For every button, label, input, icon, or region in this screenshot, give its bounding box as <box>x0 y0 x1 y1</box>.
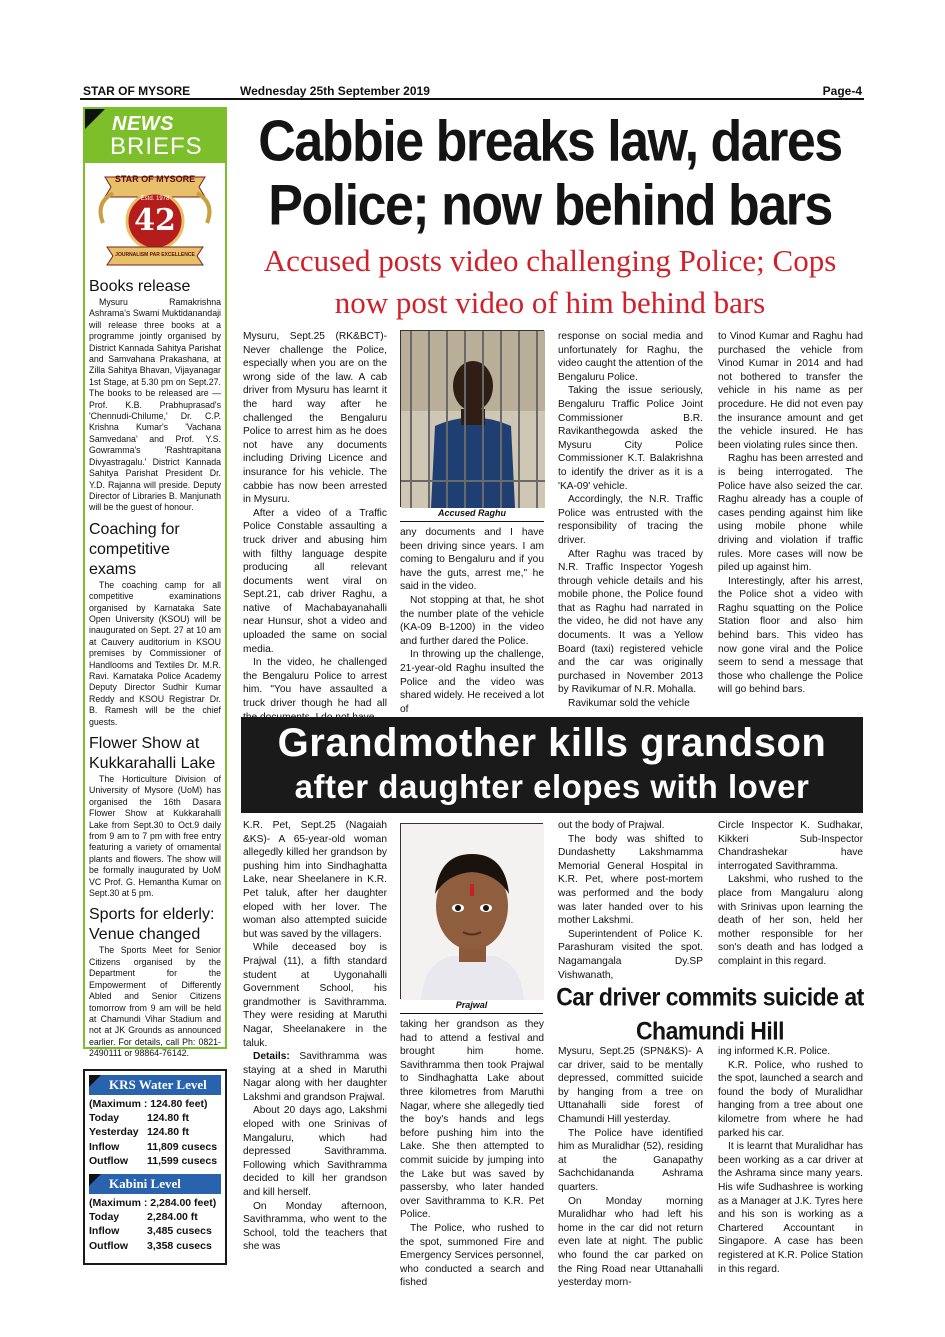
wl-label: Outflow <box>89 1154 129 1167</box>
logo-number: 42 <box>134 203 176 238</box>
paragraph: Taking the issue seriously, Bengaluru Traffic Police Joint Commissioner B.R. Ravikanthegowda asked the Mysuru City Police Commissioner K.T. Balakrishna to identify the driver as it is a 'KA-09' vehicle. <box>558 385 703 492</box>
wl-value: 124.80 ft <box>147 1126 190 1139</box>
brief-title: Books release <box>89 278 191 295</box>
wl-row <box>89 1239 221 1253</box>
brief-body: The coaching camp for all competitive examinations organised by Karnataka Sate Open University (KSOU) will be inaugurated on Sept. 27 at 10 am at Cauvery auditorium in KSOU premises by Commissioner of Handlooms and Textiles Dr. M.R. Ravi. Karnataka Police Academy Deputy Director Sudhir Kumar Reddy and KSOU Registrar Dr. B. Ramesh will be the chief guests. <box>89 579 221 727</box>
paragraph: About 20 days ago, Lakshmi eloped with one Srinivas of Mangaluru, which had depressed Savithramma. Following which Savithramma decided to kill her grandson and kill herself. <box>243 1105 387 1199</box>
story2-column-1 <box>243 819 387 1271</box>
paragraph: Not stopping at that, he shot the number plate of the vehicle (KA-09 B-1200) in the video and further dared the Police. <box>400 594 544 647</box>
brief-body: Mysuru Ramakrishna Ashrama's Swami Muktidanandaji will release three books at a programme jointly organised by District Kannada Sahitya Parishat and Samvahana Prakashana, at Zilla Sahitya Bhavan, Vijayanagar 1st Stage, at 5.30 pm on Sept.27. The books to be released are — Prof. K.B. Prabhuprasad's 'Chennudi-Chilume,' Dr. C.P. Krishna Kumar's 'Vachana Samvedana' and Prof. Y.S. Gowramma's 'Rashtrapitana Divyastragalu.' District Kannada Sahitya Parishat President Dr. Y.D. Rajanna will preside. Deputy Director of Libraries B. Manjunath will be the guest of honour. <box>89 297 221 513</box>
wl-value: 3,358 cusecs <box>147 1239 212 1252</box>
anniversary-logo <box>85 163 225 275</box>
wl-label: Inflow <box>89 1140 120 1153</box>
paragraph: Raghu has been arrested and is being interrogated. The Police have also seized the car. Raghu already has a couple of cases pending against him like using mobile phone while driving and violation if traffic rules. More cases will now be piled up against him. <box>718 453 863 574</box>
wl-row <box>89 1154 221 1168</box>
story1-column-2 <box>400 526 544 715</box>
paragraph <box>243 1050 387 1104</box>
news-briefs-title-line1: NEWS <box>112 113 174 135</box>
brief-title: Coaching for competitive exams <box>89 520 180 578</box>
paragraph: While deceased boy is Prajwal (11), a fifth standard student at Uygonahalli Government School, his grandmother is Savithramma. They were residing at Maruthi Nagar, Sheelanakere in the taluk. <box>243 942 387 1049</box>
story2-column-4 <box>718 819 863 979</box>
wl-value: 2,284.00 ft <box>147 1211 198 1224</box>
story1-column-3 <box>558 330 703 708</box>
paragraph: In throwing up the challenge, 21-year-old Raghu insulted the Police and the video was shared widely. He received a lot of <box>400 649 544 715</box>
paragraph: K.R. Pet, Sept.25 (Nagaiah &KS)- A 65-year-old woman allegedly killed her grandson by pushing him into Sindhaghatta Lake, near Sheelanere in K.R. Pet taluk, after her daughter eloped with her lover. The woman also attempted suicide but was saved by the villagers. <box>243 820 387 940</box>
person-behind-bars-graphic <box>401 331 545 508</box>
krs-water-level-header <box>89 1075 221 1095</box>
paragraph: Mysuru, Sept.25 (RK&BCT)- Never challenge the Police, especially when you are on the wrong side of the law. A cab driver from Mysuru has learnt it the hard way after he challenged the Bengaluru Police to arrest him as he does not have any documents including Driving Licence and insurance for his vehicle. The cabbie has now been arrested in Mysuru. <box>243 331 387 506</box>
paragraph: response on social media and unfortunately for Raghu, the video caught the attention of the Bengaluru Police. <box>558 331 703 383</box>
wl-label: Today <box>89 1112 120 1124</box>
corner-decoration <box>85 109 105 129</box>
paragraph: K.R. Police, who rushed to the spot, launched a search and found the body of Muralidhar hanging from a tree about one kilometre from where he had parked his car. <box>718 1059 863 1139</box>
story1-column-4 <box>718 330 863 708</box>
story1-headline: Cabbie breaks law, dares Police; now behind bars <box>258 110 842 238</box>
paragraph: The Police, who rushed to the spot, summoned Fire and Emergency Services personnel, who conducted a search and fished <box>400 1222 544 1289</box>
paragraph: Ravikumar sold the vehicle <box>568 698 690 710</box>
photo-caption: Accused Raghu <box>400 508 544 522</box>
logo-banner-text: STAR OF MYSORE <box>114 174 196 184</box>
kabini-title: Kabini Level <box>109 1176 181 1192</box>
accused-raghu-photo <box>400 330 544 507</box>
paragraph: In the video, he challenged the Bengaluru Police to arrest him. "You have assaulted a truck driver though he had all <box>243 657 387 710</box>
paragraph: Accordingly, the N.R. Traffic Police was entrusted with the responsibility of tracing the driver. <box>558 494 703 546</box>
story2-headline-box <box>241 717 863 813</box>
story3-column-2 <box>718 1045 863 1275</box>
page-number: Page-4 <box>822 84 862 98</box>
paragraph: Mysuru, Sept.25 (SPN&KS)- A car driver, said to be mentally depressed, committed suicide by hanging from a tree on Uttanahalli side forest of Chamundi Hill yesterday. <box>558 1046 703 1125</box>
paragraph: It is learnt that Muralidhar has been working as a car driver at the Ashrama since many years. His wife Sudhashree is working as a Manager at J.K. Tyres here and his son is working as a Chartered Accountant in Singapore. A case has been registered at K.R. Police Station in this regard. <box>718 1141 863 1275</box>
kabini-maximum: (Maximum : 2,284.00 feet) <box>89 1197 217 1210</box>
photo-caption: Prajwal <box>400 1000 543 1014</box>
story2-headline-line2: after daughter elopes with lover <box>294 768 810 805</box>
wl-label: Today <box>89 1211 120 1224</box>
paragraph: After Raghu was traced by N.R. Traffic Inspector Yogesh through vehicle details and his mobile phone, the Police found that as Raghu had narrated in the video, he did not have any documents. It was a Yellow Board (taxi) registered vehicle and the car was originally purchased in November 2013 by Ravikumar of N.R. Mohalla. <box>558 548 703 696</box>
paragraph: The Police have identified him as Muralidhar (52), residing at the Ganapathy Sachchidananda Ashrama quarters. <box>558 1127 703 1193</box>
details-label: Details: <box>253 1051 290 1063</box>
story2-headline-line1: Grandmother kills grandson <box>277 721 827 765</box>
story3-column-1 <box>558 1045 703 1289</box>
news-briefs-sidebar <box>83 107 227 1059</box>
paragraph: taking her grandson as they had to attend a festival and brought him home. Savithramma then took Prajwal to Sindhaghatta Lake about three kilometres from Maruthi Nagar, where she allegedly tied the boy's hands and legs before pushing him into the Lake. She then attempted to commit suicide by jumping into the Lake but was saved by passersby, who later handed over Savithramma to K.R. Pet Police. <box>400 1019 544 1221</box>
masthead <box>80 82 864 100</box>
paragraph: The body was shifted to Dundashetty Lakshmamma Memorial General Hospital in K.R. Pet, where post-mortem was performed and the body was later handed over to his mother Lakshmi. <box>558 833 703 927</box>
wl-row <box>89 1210 221 1224</box>
water-levels-box <box>83 1069 227 1265</box>
paragraph: Circle Inspector K. Sudhakar, Kikkeri Sub-Inspector Chandrashekar have interrogated Savithramma. <box>718 820 863 872</box>
paragraph-text: Savithramma was staying at a shed in Maruthi Nagar along with her daughter Lakshmi and grandson Prajwal. <box>243 1051 387 1103</box>
story2-column-2 <box>400 1018 544 1289</box>
wl-label: Outflow <box>89 1239 129 1252</box>
paragraph: any documents and I have been driving since years. I am coming to Bengaluru and if you have the guts, arrest me," he said in the video. <box>400 527 544 593</box>
paragraph: to Vinod Kumar and Raghu had purchased the vehicle from Vinod Kumar in 2014 and had not bothered to transfer the vehicle in his name as per procedure. He did not even pay the insurance amount and get the vehicle insured. He has been violating rules since then. <box>718 331 863 451</box>
wl-row <box>89 1111 221 1125</box>
wl-row <box>89 1125 221 1139</box>
brief-body: The Horticulture Division of University of Mysore (UoM) has organised the 16th Dasara Flower Show at Kukkarahalli Lake from Sept.30 to Oct.9 daily from 9 am to 7 pm with free entry featuring a variety of ornamental plants and flowers. The show will be formally inaugurated by UoM VC Prof. G. Hemantha Kumar on Sept.30 at 5 pm. <box>89 774 221 899</box>
krs-maximum: (Maximum : 124.80 feet) <box>89 1098 208 1110</box>
wl-value: 11,599 cusecs <box>147 1154 218 1167</box>
krs-title: KRS Water Level <box>109 1077 207 1092</box>
paragraph: After a video of a Traffic Police Constable assaulting a truck driver and abusing him with filthy language despite producing all relevant documents went viral on Sept.21, cab driver Raghu, a native of Machabayanahalli near Hunsur, shot a video and uploaded the same on social media. <box>243 507 387 655</box>
paragraph: out the body of Prajwal. <box>558 820 665 831</box>
issue-date: Wednesday 25th September 2019 <box>240 84 430 98</box>
news-briefs-header <box>85 109 225 163</box>
wl-value: 11,809 cusecs <box>147 1140 218 1153</box>
paragraph: On Monday afternoon, Savithramma, who went to the School, told the teachers that she was <box>243 1200 387 1253</box>
brief-title: Flower Show at Kukkarahalli Lake <box>89 735 216 772</box>
paper-name: STAR OF MYSORE <box>83 84 191 98</box>
boy-portrait-graphic <box>401 824 544 1000</box>
wl-label: Yesterday <box>89 1126 139 1139</box>
paragraph: Lakshmi, who rushed to the place from Mangaluru along with Srinivas upon learning the death of her son, held her mother responsible for her son's death and has lodged a complaint in this regard. <box>718 874 863 967</box>
kabini-level-header <box>89 1174 221 1194</box>
paragraph: Superintendent of Police K. Parashuram visited the spot. Nagamangala Dy.SP Vishwanath, <box>558 928 703 981</box>
prajwal-photo <box>400 823 543 999</box>
story1-column-1 <box>243 330 387 708</box>
wl-label: Inflow <box>89 1225 120 1238</box>
wl-row <box>89 1224 221 1238</box>
story1-subheadline: Accused posts video challenging Police; Cops now post video of him behind bars <box>263 243 837 320</box>
wl-value: 124.80 ft <box>147 1112 190 1124</box>
wl-row <box>89 1140 221 1154</box>
story3-headline: Car driver commits suicide at Chamundi Hill <box>556 982 864 1045</box>
paragraph: Interestingly, after his arrest, the Police shot a video with Raghu squatting on the Police Station floor and also him behind bars. This video has now gone viral and the Police seem to send a message that those who challenge the Police will go behind bars. <box>718 575 863 696</box>
story2-column-3 <box>558 819 703 979</box>
brief-body: The Sports Meet for Senior Citizens organised by the Department for the Empowerment of Differently Abled and Senior Citizens tomorrow from 9 am will be held at Chamundi Vihar Stadium and not at JK Grounds as announced earlier. For details, call Ph: 0821-2490111 or 98864-76142. <box>89 945 221 1059</box>
paragraph: On Monday morning Muralidhar who had left his home in the car did not return even late at night. The public who found the car parked on the Ring Road near Uttanahalli yesterday morn- <box>558 1195 703 1289</box>
logo-estd: Estd. 1978 <box>140 196 170 202</box>
news-briefs-title-line2: BRIEFS <box>110 133 203 160</box>
wl-value: 3,485 cusecs <box>147 1225 212 1238</box>
paragraph: ing informed K.R. Police. <box>718 1046 831 1057</box>
logo-ribbon: JOURNALISM PAR EXCELLENCE <box>115 252 195 258</box>
brief-title: Sports for elderly: Venue changed <box>89 906 215 944</box>
